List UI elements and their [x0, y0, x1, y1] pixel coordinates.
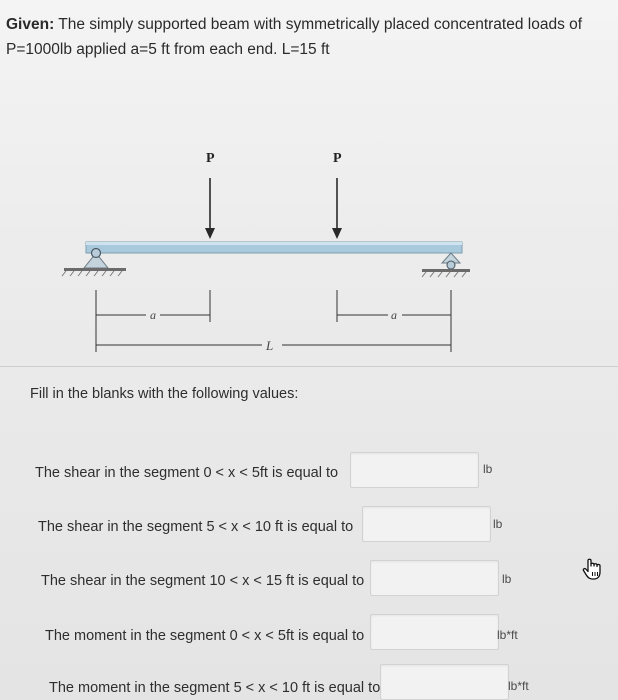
question-label: The shear in the segment 5 < x < 10 ft is equal to — [38, 519, 354, 535]
given-text: The simply supported beam with symmetrically placed concentrated loads of P=1000lb applied a=5 ft from each end. L=15 ft — [6, 16, 583, 58]
beam — [86, 242, 462, 253]
dim-L: L — [266, 338, 274, 353]
load-label-left: P — [206, 151, 215, 166]
dim-a-right: a — [391, 308, 397, 322]
unit-label: lb — [483, 462, 493, 476]
load-arrow-left — [205, 178, 215, 239]
unit-label: lb — [502, 572, 512, 586]
question-label: The moment in the segment 5 < x < 10 ft is equal to — [49, 680, 381, 696]
question-label: The moment in the segment 0 < x < 5ft is equal to — [45, 628, 365, 644]
problem-statement — [6, 12, 612, 62]
instruction-text: Fill in the blanks with the following values: — [30, 386, 299, 402]
moment-0-5-input[interactable] — [370, 614, 499, 650]
pointing-hand-icon — [579, 554, 609, 584]
load-arrow-right — [332, 178, 342, 239]
load-label-right: P — [333, 151, 342, 166]
section-divider — [0, 366, 618, 367]
unit-label: lb*ft — [508, 679, 529, 693]
moment-5-10-input[interactable] — [380, 664, 509, 700]
question-label: The shear in the segment 0 < x < 5ft is equal to — [35, 465, 339, 481]
unit-label: lb*ft — [497, 628, 518, 642]
shear-5-10-input[interactable] — [362, 506, 491, 542]
shear-10-15-input[interactable] — [370, 560, 499, 596]
shear-0-5-input[interactable] — [350, 452, 479, 488]
beam-diagram — [50, 140, 470, 355]
roller-support-right — [422, 253, 470, 277]
question-label: The shear in the segment 10 < x < 15 ft is equal to — [41, 573, 365, 589]
unit-label: lb — [493, 517, 503, 531]
given-label: Given: — [6, 16, 55, 33]
dim-a-left: a — [150, 308, 156, 322]
